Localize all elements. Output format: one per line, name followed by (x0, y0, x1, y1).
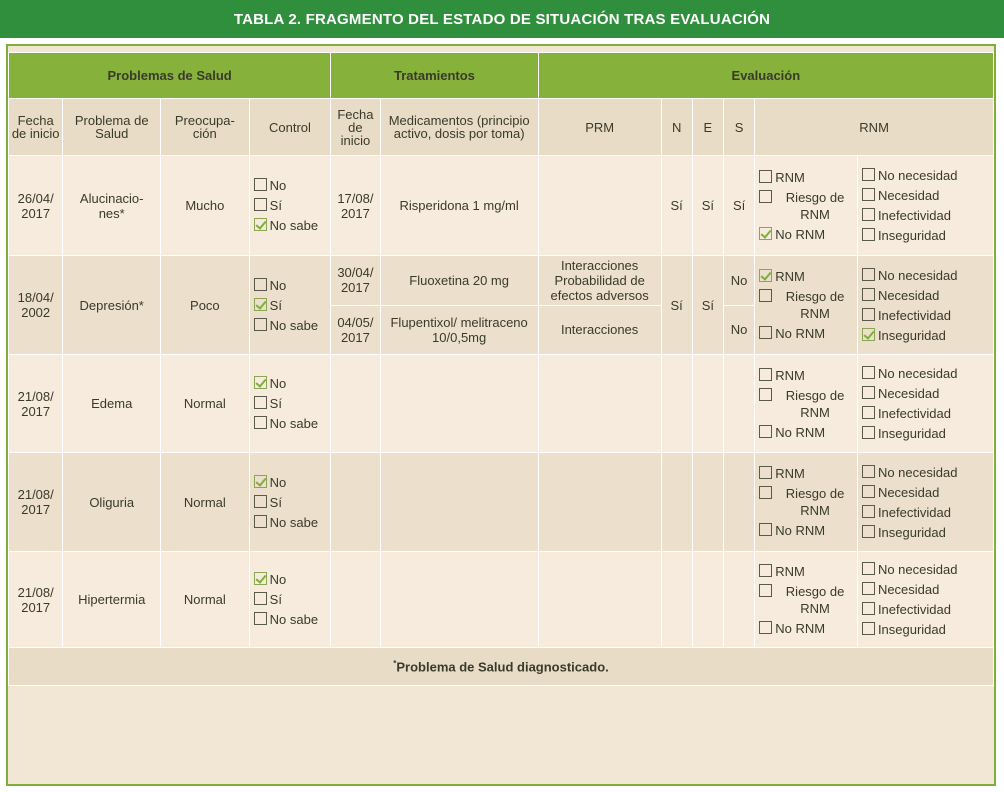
prm-cell-text: Interacciones (560, 322, 639, 338)
tipo-rnm-option-necesidad[interactable] (862, 581, 991, 598)
tipo-rnm-option-inefectividad[interactable] (862, 307, 991, 324)
s-cell-text: No (730, 272, 748, 288)
problema-cell (63, 256, 161, 355)
rnm-option-riesgo[interactable] (759, 189, 855, 223)
checkbox-icon[interactable] (254, 198, 267, 211)
s-cell-text: Sí (732, 198, 746, 213)
tipo-rnm-label: Inefectividad (877, 406, 951, 421)
tipo-rnm-options (857, 355, 993, 453)
checkbox-icon[interactable] (759, 486, 772, 499)
control-options (249, 453, 331, 552)
tipo-rnm-label: Inseguridad (877, 426, 946, 441)
control-label: Sí (269, 494, 282, 510)
checkbox-icon[interactable] (254, 475, 267, 488)
tipo-rnm-label: Inefectividad (877, 504, 951, 520)
control-option-si[interactable] (254, 395, 329, 412)
checkbox-icon[interactable] (254, 178, 267, 191)
prm-cell (538, 552, 661, 648)
footnote (9, 648, 994, 686)
rnm-option-rnm[interactable] (759, 465, 855, 482)
fecha-inicio-cell (9, 453, 63, 552)
tipo-rnm-option-inefectividad[interactable] (862, 504, 991, 521)
col-fecha-inicio: Fecha de inicio (9, 99, 63, 156)
e-cell (692, 453, 723, 552)
checkbox-icon[interactable] (254, 495, 267, 508)
checkbox-icon[interactable] (759, 289, 772, 302)
control-label: No (269, 572, 287, 587)
tipo-rnm-option-inseguridad[interactable] (862, 524, 991, 541)
s-cell (724, 256, 755, 306)
preocupacion-cell-text: Normal (183, 396, 226, 411)
medicamento-cell (380, 552, 538, 648)
table-row (9, 552, 994, 648)
problema-cell-text: Alucinacio- nes* (79, 190, 144, 221)
control-label: No sabe (269, 317, 319, 333)
rnm-label: RNM (775, 169, 805, 185)
tipo-rnm-label: No necesidad (877, 168, 958, 183)
medicamento-cell (380, 256, 538, 306)
tipo-rnm-label: Necesidad (877, 582, 940, 597)
n-cell (661, 552, 692, 648)
control-option-si[interactable] (254, 494, 329, 511)
tipo-rnm-label: No necesidad (877, 464, 958, 480)
checkbox-icon[interactable] (254, 278, 267, 291)
rnm-label: RNM (775, 563, 805, 579)
fecha-tratamiento-cell-text: 30/04/ 2017 (337, 265, 374, 296)
checkbox-icon[interactable] (862, 485, 875, 498)
fecha-inicio-cell-text: 21/08/ 2017 (17, 487, 54, 517)
preocupacion-cell-text: Normal (183, 592, 226, 607)
rnm-option-no[interactable] (759, 522, 855, 539)
control-option-nosabe[interactable] (254, 611, 329, 628)
checkbox-icon[interactable] (254, 298, 267, 311)
problema-cell-text: Depresión* (79, 297, 144, 313)
checkbox-icon[interactable] (862, 308, 875, 321)
checkbox-icon[interactable] (759, 269, 772, 282)
rnm-label: Riesgo de RNM (785, 583, 845, 616)
rnm-options (755, 355, 858, 453)
control-options (249, 156, 331, 256)
checkbox-icon[interactable] (862, 386, 875, 399)
preocupacion-cell (161, 552, 250, 648)
col-medicamentos: Medicamentos (principio activo, dosis por toma) (380, 99, 538, 156)
checkbox-icon[interactable] (254, 515, 267, 528)
n-cell (661, 156, 692, 256)
table-row (9, 256, 994, 306)
s-cell (724, 355, 755, 453)
rnm-options (755, 156, 858, 256)
problema-cell (63, 552, 161, 648)
tipo-rnm-option-necesidad[interactable] (862, 484, 991, 501)
rnm-label: No RNM (775, 424, 826, 440)
preocupacion-cell (161, 256, 250, 355)
control-label: No (269, 474, 287, 490)
table-row (9, 355, 994, 453)
e-cell (692, 355, 723, 453)
checkbox-icon[interactable] (759, 368, 772, 381)
section-evaluacion: Evaluación (538, 53, 993, 99)
tipo-rnm-option-inefectividad[interactable] (862, 601, 991, 618)
tipo-rnm-label: Inseguridad (877, 524, 946, 540)
fecha-inicio-cell-text: 21/08/ 2017 (17, 388, 54, 419)
s-cell (724, 552, 755, 648)
checkbox-icon[interactable] (862, 602, 875, 615)
control-label: No sabe (269, 514, 319, 530)
rnm-option-riesgo[interactable] (759, 583, 855, 617)
s-cell (724, 156, 755, 256)
rnm-options (755, 453, 858, 552)
preocupacion-cell (161, 355, 250, 453)
tipo-rnm-option-inefectividad[interactable] (862, 207, 991, 224)
checkbox-icon[interactable] (862, 406, 875, 419)
fecha-inicio-cell (9, 552, 63, 648)
control-option-si[interactable] (254, 591, 329, 608)
control-option-nosabe[interactable] (254, 415, 329, 432)
preocupacion-cell-text: Poco (190, 297, 220, 313)
rnm-label: RNM (775, 367, 805, 383)
checkbox-icon[interactable] (254, 612, 267, 625)
control-option-no[interactable] (254, 277, 329, 294)
checkbox-icon[interactable] (862, 188, 875, 201)
s-cell-text: No (730, 322, 748, 338)
rnm-option-riesgo[interactable] (759, 387, 855, 421)
checkbox-icon[interactable] (862, 268, 875, 281)
prm-cell (538, 453, 661, 552)
tipo-rnm-options (857, 552, 993, 648)
prm-cell (538, 156, 661, 256)
col-control: Control (249, 99, 331, 156)
control-option-no[interactable] (254, 375, 329, 392)
tipo-rnm-option-nonecesidad[interactable] (862, 464, 991, 481)
rnm-option-rnm[interactable] (759, 367, 855, 384)
problema-cell-text: Oliguria (89, 494, 135, 510)
preocupacion-cell (161, 453, 250, 552)
rnm-label: RNM (775, 466, 805, 481)
tipo-rnm-option-inseguridad[interactable] (862, 327, 991, 344)
preocupacion-cell (161, 156, 250, 256)
tipo-rnm-label: Necesidad (877, 386, 940, 401)
checkbox-icon[interactable] (759, 466, 772, 479)
col-prm: PRM (538, 99, 661, 156)
tipo-rnm-option-inseguridad[interactable] (862, 227, 991, 244)
tipo-rnm-label: Necesidad (877, 287, 940, 303)
tipo-rnm-label: Inefectividad (877, 602, 951, 617)
rnm-label: Riesgo de RNM (785, 387, 845, 420)
checkbox-icon[interactable] (254, 376, 267, 389)
checkbox-icon[interactable] (254, 318, 267, 331)
fecha-tratamiento-cell (331, 453, 380, 552)
checkbox-icon[interactable] (759, 170, 772, 183)
rnm-label: No RNM (775, 226, 826, 242)
fecha-tratamiento-cell (331, 156, 380, 256)
tipo-rnm-option-inseguridad[interactable] (862, 621, 991, 638)
control-options (249, 355, 331, 453)
control-option-no[interactable] (254, 474, 329, 491)
checkbox-icon[interactable] (862, 228, 875, 241)
tipo-rnm-option-inseguridad[interactable] (862, 425, 991, 442)
rnm-options (755, 256, 858, 355)
checkbox-icon[interactable] (759, 584, 772, 597)
checkbox-icon[interactable] (862, 168, 875, 181)
section-problemas: Problemas de Salud (9, 53, 331, 99)
checkbox-icon[interactable] (862, 622, 875, 635)
col-preocupacion: Preocupa- ción (161, 99, 250, 156)
tipo-rnm-label: Inseguridad (877, 228, 946, 243)
control-option-si[interactable] (254, 297, 329, 314)
fecha-tratamiento-cell (331, 552, 380, 648)
col-s: S (724, 99, 755, 156)
fecha-tratamiento-cell (331, 305, 380, 355)
prm-cell (538, 305, 661, 355)
tipo-rnm-options (857, 156, 993, 256)
n-cell (661, 453, 692, 552)
medicamento-cell-text: Fluoxetina 20 mg (409, 272, 509, 288)
control-options (249, 256, 331, 355)
checkbox-icon[interactable] (759, 425, 772, 438)
problema-cell-text: Hipertermia (78, 592, 146, 607)
tipo-rnm-label: Inefectividad (877, 307, 951, 323)
rnm-options (755, 552, 858, 648)
tipo-rnm-label: No necesidad (877, 366, 958, 381)
tipo-rnm-option-necesidad[interactable] (862, 287, 991, 304)
n-cell-text: Sí (670, 198, 683, 213)
control-label: Sí (269, 592, 282, 607)
e-cell-text: Sí (701, 297, 715, 313)
checkbox-icon[interactable] (254, 416, 267, 429)
e-cell (692, 552, 723, 648)
problema-cell (63, 453, 161, 552)
rnm-option-rnm[interactable] (759, 268, 855, 285)
evaluation-table (8, 52, 994, 686)
medicamento-cell (380, 305, 538, 355)
control-option-si[interactable] (254, 197, 329, 214)
control-label: No sabe (269, 416, 319, 431)
fecha-tratamiento-cell (331, 256, 380, 306)
tipo-rnm-label: Inefectividad (877, 208, 951, 223)
control-option-no[interactable] (254, 177, 329, 194)
fecha-inicio-cell (9, 256, 63, 355)
checkbox-icon[interactable] (862, 288, 875, 301)
checkbox-icon[interactable] (254, 218, 267, 231)
tipo-rnm-option-nonecesidad[interactable] (862, 561, 991, 578)
checkbox-icon[interactable] (759, 190, 772, 203)
problema-cell (63, 156, 161, 256)
rnm-label: Riesgo de RNM (785, 189, 845, 222)
tipo-rnm-label: Inseguridad (877, 327, 946, 343)
n-cell-text: Sí (670, 297, 683, 313)
col-rnm: RNM (755, 99, 994, 156)
col-e: E (692, 99, 723, 156)
rnm-label: Riesgo de RNM (785, 486, 845, 518)
checkbox-icon[interactable] (759, 388, 772, 401)
e-cell-text: Sí (701, 198, 715, 213)
problema-cell (63, 355, 161, 453)
medicamento-cell (380, 355, 538, 453)
control-option-nosabe[interactable] (254, 514, 329, 531)
checkbox-icon[interactable] (862, 328, 875, 341)
footnote-text: Problema de Salud diagnosticado. (396, 659, 609, 675)
table-title: TABLA 2. FRAGMENTO DEL ESTADO DE SITUACIÓN TRAS EVALUACIÓN (0, 0, 1004, 38)
checkbox-icon[interactable] (254, 572, 267, 585)
tipo-rnm-label: No necesidad (877, 562, 958, 577)
rnm-label: No RNM (775, 326, 826, 341)
rnm-option-no[interactable] (759, 424, 855, 441)
rnm-option-riesgo[interactable] (759, 288, 855, 322)
rnm-label: RNM (775, 269, 805, 284)
checkbox-icon[interactable] (759, 326, 772, 339)
tipo-rnm-option-nonecesidad[interactable] (862, 167, 991, 184)
tipo-rnm-option-nonecesidad[interactable] (862, 365, 991, 382)
preocupacion-cell-text: Mucho (185, 198, 225, 213)
control-label: Sí (269, 198, 282, 213)
e-cell (692, 156, 723, 256)
fecha-inicio-cell (9, 156, 63, 256)
preocupacion-cell-text: Normal (183, 494, 226, 510)
checkbox-icon[interactable] (862, 426, 875, 439)
fecha-inicio-cell-text: 21/08/ 2017 (17, 584, 54, 615)
tipo-rnm-options (857, 256, 993, 355)
tipo-rnm-option-inefectividad[interactable] (862, 405, 991, 422)
control-label: Sí (269, 297, 282, 313)
control-label: No sabe (269, 218, 319, 233)
col-n: N (661, 99, 692, 156)
rnm-option-rnm[interactable] (759, 169, 855, 186)
tipo-rnm-label: No necesidad (877, 267, 958, 283)
tipo-rnm-options (857, 453, 993, 552)
rnm-option-rnm[interactable] (759, 563, 855, 580)
control-label: No sabe (269, 612, 319, 627)
control-options (249, 552, 331, 648)
checkbox-icon[interactable] (862, 208, 875, 221)
control-label: No (269, 277, 287, 293)
s-cell (724, 453, 755, 552)
checkbox-icon[interactable] (862, 582, 875, 595)
medicamento-cell (380, 453, 538, 552)
fecha-inicio-cell-text: 26/04/ 2017 (17, 190, 54, 221)
checkbox-icon[interactable] (862, 366, 875, 379)
prm-cell (538, 256, 661, 306)
tipo-rnm-option-nonecesidad[interactable] (862, 267, 991, 284)
control-option-nosabe[interactable] (254, 217, 329, 234)
fecha-tratamiento-cell-text: 17/08/ 2017 (337, 190, 374, 221)
control-option-no[interactable] (254, 571, 329, 588)
table-row (9, 453, 994, 552)
tipo-rnm-label: Necesidad (877, 188, 940, 203)
section-tratamientos: Tratamientos (331, 53, 538, 99)
fecha-tratamiento-cell-text: 04/05/ 2017 (337, 314, 374, 345)
rnm-option-no[interactable] (759, 325, 855, 342)
checkbox-icon[interactable] (862, 505, 875, 518)
tipo-rnm-label: Necesidad (877, 484, 940, 500)
checkbox-icon[interactable] (759, 227, 772, 240)
control-label: No (269, 376, 287, 391)
checkbox-icon[interactable] (759, 564, 772, 577)
medicamento-cell (380, 156, 538, 256)
control-label: Sí (269, 396, 282, 411)
tipo-rnm-option-necesidad[interactable] (862, 385, 991, 402)
rnm-label: No RNM (775, 620, 826, 636)
fecha-inicio-cell (9, 355, 63, 453)
problema-cell-text: Edema (91, 396, 133, 411)
s-cell (724, 305, 755, 355)
checkbox-icon[interactable] (254, 396, 267, 409)
medicamento-cell-text: Flupentixol/ melitraceno 10/0,5mg (390, 314, 528, 345)
checkbox-icon[interactable] (254, 592, 267, 605)
table-row (9, 156, 994, 256)
rnm-option-no[interactable] (759, 620, 855, 637)
checkbox-icon[interactable] (759, 523, 772, 536)
col-problema: Problema de Salud (63, 99, 161, 156)
e-cell (692, 256, 723, 355)
fecha-inicio-cell-text: 18/04/ 2002 (17, 290, 54, 320)
medicamento-cell-text: Risperidona 1 mg/ml (399, 198, 519, 213)
col-fecha-tratamiento: Fecha de inicio (331, 99, 380, 156)
n-cell (661, 256, 692, 355)
rnm-label: No RNM (775, 523, 826, 538)
prm-cell (538, 355, 661, 453)
rnm-option-riesgo[interactable] (759, 485, 855, 519)
checkbox-icon[interactable] (759, 621, 772, 634)
footnote-mark: * (393, 658, 397, 668)
checkbox-icon[interactable] (862, 465, 875, 478)
n-cell (661, 355, 692, 453)
tipo-rnm-option-necesidad[interactable] (862, 187, 991, 204)
control-label: No (269, 178, 287, 193)
rnm-label: Riesgo de RNM (785, 289, 845, 321)
checkbox-icon[interactable] (862, 525, 875, 538)
control-option-nosabe[interactable] (254, 317, 329, 334)
tipo-rnm-label: Inseguridad (877, 622, 946, 637)
prm-cell-text: Interacciones Probabilidad de efectos adversos (550, 257, 649, 303)
checkbox-icon[interactable] (862, 562, 875, 575)
rnm-option-no[interactable] (759, 226, 855, 243)
fecha-tratamiento-cell (331, 355, 380, 453)
